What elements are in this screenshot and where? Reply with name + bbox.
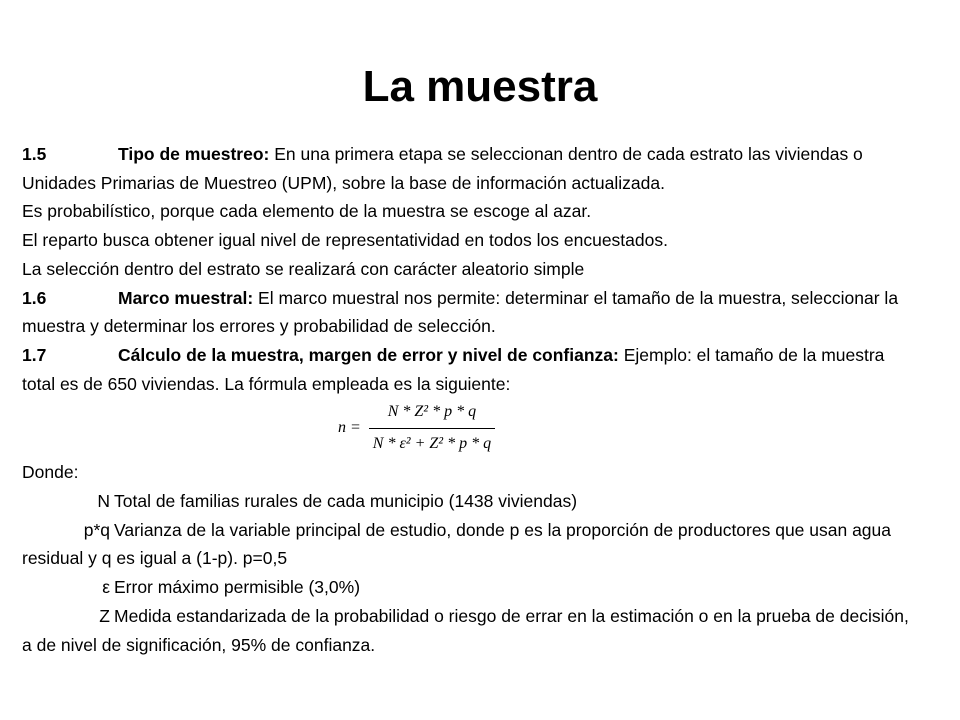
slide-body xyxy=(22,140,922,659)
definition-text: Medida estandarizada de la probabilidad o riesgo de errar en la estimación o en la prueba de decisión, a de nivel de significación, 95% de confianza. xyxy=(22,605,909,655)
definition-row xyxy=(22,516,922,573)
section-heading: Tipo de muestreo: xyxy=(118,144,270,164)
definition-text: Error máximo permisible (3,0%) xyxy=(114,577,361,598)
section-number: 1.6 xyxy=(22,287,47,308)
section-number: 1.5 xyxy=(22,144,47,164)
definition-symbol: p*q xyxy=(83,519,110,540)
section-number: 1.7 xyxy=(22,344,47,365)
definition-row xyxy=(22,487,922,516)
section-heading: Marco muestral: xyxy=(118,287,254,308)
formula-numerator: N * Z² * p * q xyxy=(369,398,495,429)
definition-symbol: Z xyxy=(99,605,110,626)
formula-lhs: n = xyxy=(338,419,361,437)
section-1-6 xyxy=(22,284,922,341)
paragraph: Es probabilístico, porque cada elemento de la muestra se escoge al azar. xyxy=(22,201,592,222)
formula-row xyxy=(22,398,922,458)
section-text: Ejemplo: el tamaño de la muestra total es de 650 viviendas. La fórmula empleada es la siguiente: xyxy=(22,344,885,394)
formula-denominator: N * ε² + Z² * p * q xyxy=(372,435,492,453)
section-1-7 xyxy=(22,341,922,398)
section-text: El marco muestral nos permite: determinar el tamaño de la muestra, seleccionar la muestra y determinar los errores y probabilidad de selección. xyxy=(22,287,899,337)
slide-title: La muestra xyxy=(362,62,598,111)
formula-fraction xyxy=(369,398,495,458)
definition-row xyxy=(22,602,922,659)
definition-symbol: ε xyxy=(102,577,110,598)
definition-text: Total de familias rurales de cada municipio (1438 viviendas) xyxy=(114,491,578,512)
section-heading: Cálculo de la muestra, margen de error y nivel de confianza: xyxy=(118,344,619,365)
paragraph: La selección dentro del estrato se realizará con carácter aleatorio simple xyxy=(22,258,585,279)
section-1-5 xyxy=(22,140,922,197)
donde-label: Donde: xyxy=(22,462,79,483)
definition-row xyxy=(22,573,922,602)
definition-text: Varianza de la variable principal de estudio, donde p es la proporción de productores que usan agua residual y q es igual a (1-p). p=0,5 xyxy=(22,519,892,569)
definition-symbol: N xyxy=(97,491,110,512)
section-text: En una primera etapa se seleccionan dentro de cada estrato las viviendas o Unidades Primarias de Muestreo (UPM), sobre la base de información actualizada. xyxy=(22,144,863,193)
sample-size-formula xyxy=(338,398,495,458)
paragraph: El reparto busca obtener igual nivel de representatividad en todos los encuestados. xyxy=(22,230,668,251)
